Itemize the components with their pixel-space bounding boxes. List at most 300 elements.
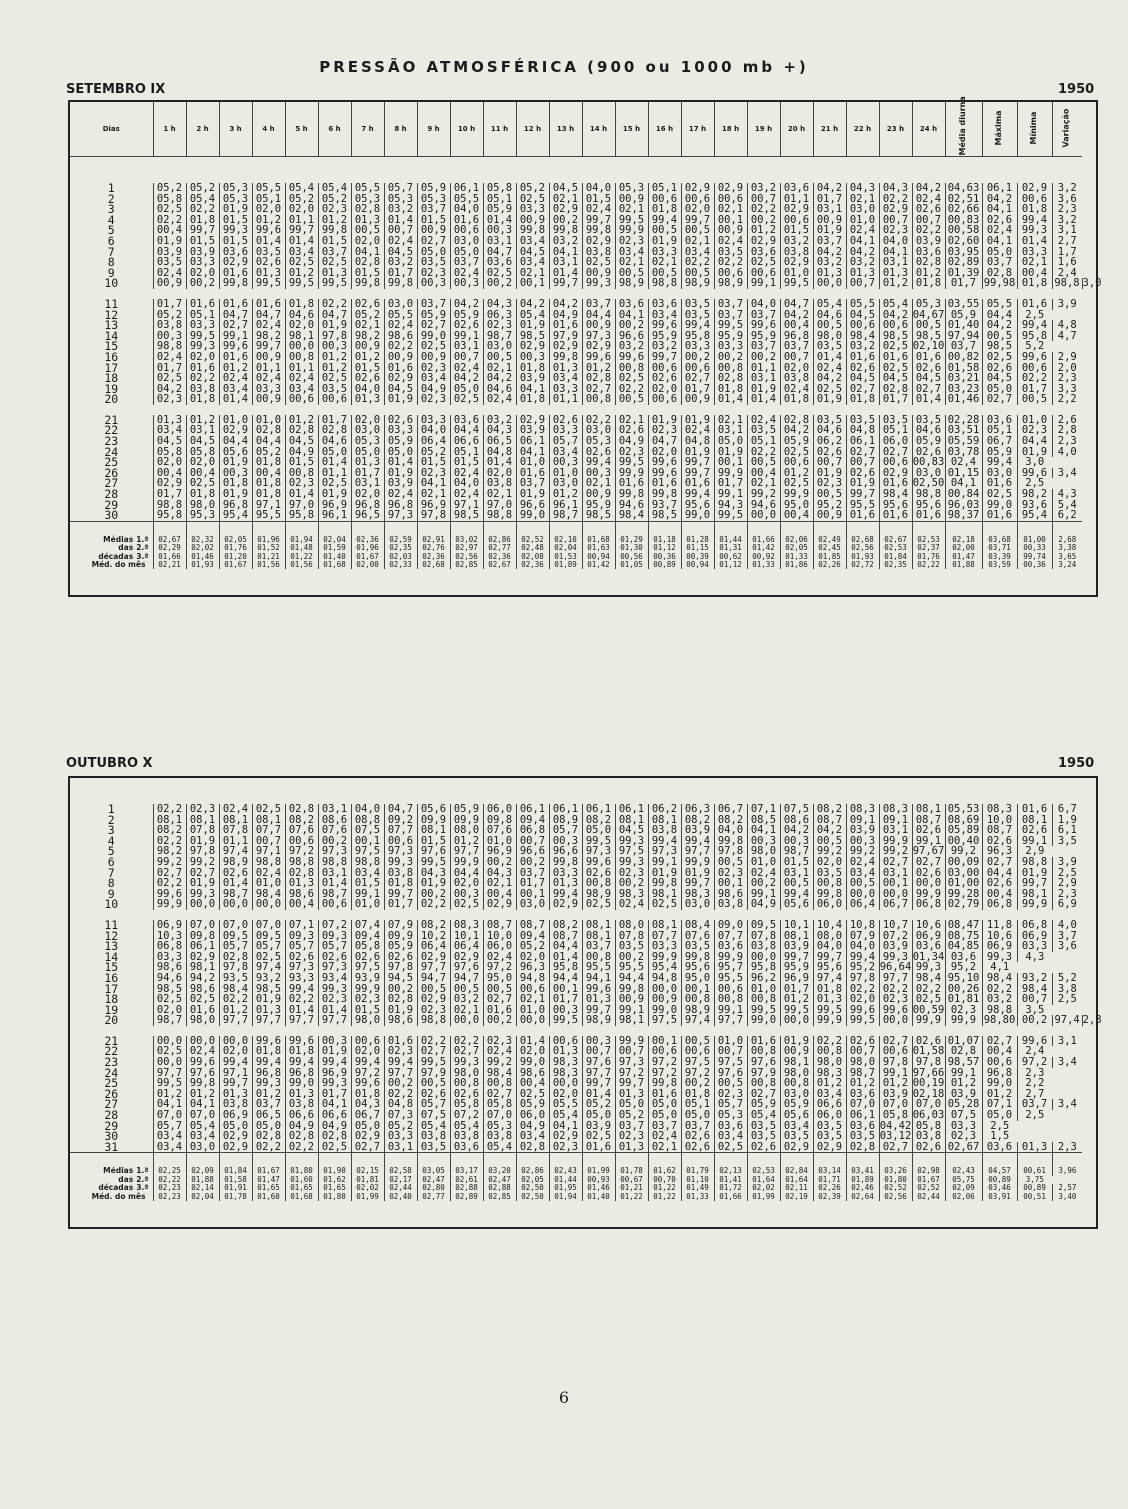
value-cell: 02,7 [879, 1142, 912, 1153]
value-cell: 00,5 [483, 352, 516, 363]
value-cell: 99,9 [351, 984, 384, 995]
value-cell: 08,7 [912, 815, 945, 826]
value-cell: 02,3 [417, 268, 450, 279]
value-cell: 02,9 [219, 257, 252, 268]
value-cell: 00,3 [153, 331, 186, 342]
value-cell: 01,2 [747, 225, 780, 236]
average-row [69, 521, 1097, 544]
value-cell: 01,8 [252, 489, 285, 500]
value-cell: 00,2 [549, 215, 582, 226]
value-cell: 03,9 [780, 941, 813, 952]
value-cell: 01,7 [549, 994, 582, 1005]
value-cell: 98,8 [982, 1005, 1017, 1016]
value-cell: 03,5 [747, 1131, 780, 1142]
value-cell: 03,4 [219, 384, 252, 395]
value-cell: 05,8 [879, 1110, 912, 1121]
value-cell: 03,95 [945, 247, 982, 258]
value-cell: 00,4 [780, 320, 813, 331]
value-cell: 99,7 [681, 215, 714, 226]
value-cell: 07,2 [450, 1110, 483, 1121]
value-cell: 98,80 [983, 1014, 1016, 1027]
value-cell: 98,2 [252, 331, 285, 342]
value-cell: 99,8 [549, 225, 582, 236]
value-cell: 05,0 [450, 384, 483, 395]
value-cell: 04,4 [982, 868, 1017, 879]
value-cell: 98,6 [384, 1015, 417, 1026]
value-cell: 99,7 [813, 952, 846, 963]
day-cell: 17 [69, 984, 153, 995]
value-cell: 01,8 [813, 984, 846, 995]
value-cell: 94,6 [615, 500, 648, 511]
average-cell: 01,46 [186, 553, 219, 561]
value-cell: 03,2 [747, 183, 780, 194]
value-cell: 02,3 [186, 804, 219, 815]
value-cell: 05,2 [318, 194, 351, 205]
value-cell: 99,5 [582, 836, 615, 847]
value-cell: 00,2 [318, 836, 351, 847]
value-cell: 02,10 [912, 340, 945, 353]
value-cell: 07,5 [417, 1110, 450, 1121]
value-cell: 02,8 [318, 1131, 351, 1142]
day-cell: 13 [69, 320, 153, 331]
day-cell: 23 [69, 1057, 153, 1068]
value-cell: 98,4 [252, 889, 285, 900]
day-cell: 7 [69, 247, 153, 258]
average-cell: 01,84 [219, 1153, 252, 1176]
value-cell: 99,9 [615, 1036, 648, 1047]
value-cell: 01,3 [549, 363, 582, 374]
value-cell: 95,10 [945, 973, 982, 984]
average-cell: 2,68 [1052, 521, 1082, 544]
value-cell: 06,6 [318, 1110, 351, 1121]
average-cell: 02,47 [417, 1176, 450, 1184]
average-cell: 02,05 [516, 1176, 549, 1184]
value-cell: 01,2 [780, 994, 813, 1005]
day-cell: 27 [69, 1099, 153, 1110]
value-cell: 01,4 [747, 394, 780, 405]
value-cell: 01,6 [450, 215, 483, 226]
value-cell: 04,7 [318, 310, 351, 321]
column-header: 3 h [219, 101, 252, 157]
value-cell: 02,0 [186, 268, 219, 279]
value-cell: 02,8 [285, 804, 318, 815]
value-cell: 05,7 [252, 941, 285, 952]
value-cell: 01,0 [252, 878, 285, 889]
value-cell: 05,0 [982, 384, 1017, 395]
value-cell: 02,4 [846, 225, 879, 236]
value-cell: 08,1 [780, 931, 813, 942]
average-cell: 02,85 [450, 561, 483, 569]
value-cell: 01,8 [186, 215, 219, 226]
value-cell: 01,6 [516, 468, 549, 479]
value-cell: 01,5 [351, 878, 384, 889]
value-cell: 01,6 [582, 1142, 615, 1153]
value-cell: 07,1 [982, 1099, 1017, 1110]
average-label-text: décadas [98, 551, 134, 561]
value-cell: 98,8 [912, 489, 945, 500]
year-label-outubro: 1950 [1058, 756, 1095, 771]
value-cell: 01,34 [912, 950, 945, 963]
value-cell: 03,5 [417, 257, 450, 268]
value-cell: 94,7 [450, 973, 483, 984]
average-cell: 02,45 [813, 544, 846, 552]
value-cell: 02,8 [351, 257, 384, 268]
value-cell: 1,6 [1052, 257, 1082, 268]
value-cell: 05,0 [615, 1099, 648, 1110]
value-cell: 04,3 [846, 183, 879, 194]
value-cell: 01,7 [153, 363, 186, 374]
average-row [69, 1193, 1097, 1201]
value-cell: 00,5 [615, 268, 648, 279]
value-cell: 01,2 [912, 268, 945, 279]
value-cell: 00,0 [549, 1078, 582, 1089]
value-cell: 97,0 [483, 500, 516, 511]
average-cell: 01,60 [285, 1176, 318, 1184]
value-cell: 03,8 [450, 1131, 483, 1142]
day-cell: 9 [69, 889, 153, 900]
value-cell: 02,6 [1017, 825, 1052, 836]
average-cell: 01,15 [681, 544, 714, 552]
value-cell: 3,6 [1052, 194, 1082, 205]
value-cell: 99,4 [1017, 215, 1052, 226]
average-cell: 02,53 [747, 1153, 780, 1176]
average-cell: 01,78 [219, 1193, 252, 1201]
value-cell: 99,9 [912, 889, 945, 900]
value-cell: 00,0 [747, 952, 780, 963]
value-cell: 03,2 [846, 341, 879, 352]
value-cell: 00,4 [780, 510, 813, 521]
value-cell: 02,5 [615, 373, 648, 384]
value-cell: 08,1 [417, 825, 450, 836]
average-cell: 02,05 [219, 521, 252, 544]
value-cell: 99,8 [186, 1078, 219, 1089]
value-cell: 02,9 [384, 373, 417, 384]
value-cell: 00,19 [912, 1077, 945, 1090]
value-cell: 02,2 [186, 373, 219, 384]
value-cell: 98,8 [252, 857, 285, 868]
value-cell: 01,1 [747, 363, 780, 374]
value-cell: 99,4 [681, 489, 714, 500]
value-cell: 98,6 [516, 1068, 549, 1079]
value-cell: 07,7 [384, 825, 417, 836]
value-cell: 01,1 [219, 836, 252, 847]
value-cell: 04,2 [780, 310, 813, 321]
value-cell: 00,8 [747, 994, 780, 1005]
value-cell: 99,0 [516, 1057, 549, 1068]
value-cell: 99,1 [879, 1068, 912, 1079]
value-cell: 6,9 [1052, 899, 1082, 910]
day-cell: 9 [69, 268, 153, 279]
value-cell: 93,9 [351, 973, 384, 984]
average-cell: 02,52 [516, 521, 549, 544]
value-cell: 2,4 [1017, 1046, 1052, 1057]
value-cell: 95,6 [879, 500, 912, 511]
value-cell: 97,8 [417, 510, 450, 521]
value-cell: 01,4 [252, 236, 285, 247]
value-cell: 96,9 [318, 500, 351, 511]
value-cell: 03,6 [648, 299, 681, 310]
value-cell: 02,4 [714, 236, 747, 247]
value-cell: 05,2 [516, 941, 549, 952]
value-cell: 98,8 [153, 500, 186, 511]
value-cell: 03,8 [285, 1099, 318, 1110]
value-cell: 01,4 [219, 878, 252, 889]
average-row [69, 561, 1097, 569]
average-cell: 01,42 [747, 544, 780, 552]
value-cell: 01,7 [813, 194, 846, 205]
average-cell: 01,80 [879, 1176, 912, 1184]
value-cell: 97,1 [219, 1068, 252, 1079]
value-cell: 07,6 [483, 825, 516, 836]
value-cell: 99,6 [285, 1036, 318, 1047]
table-row [69, 920, 1097, 931]
value-cell: 01,3 [318, 268, 351, 279]
value-cell: 02,9 [153, 478, 186, 489]
value-cell: 02,5 [516, 194, 549, 205]
average-cell: 2,57 [1052, 1184, 1082, 1192]
value-cell: 09,5 [252, 931, 285, 942]
value-cell: 07,0 [846, 1099, 879, 1110]
value-cell: 01,9 [813, 394, 846, 405]
value-cell: 96,6 [516, 846, 549, 857]
value-cell: 02,2 [285, 1142, 318, 1153]
value-cell: 02,1 [582, 478, 615, 489]
value-cell: 02,8 [945, 1046, 982, 1057]
value-cell: 01,2 [879, 278, 912, 289]
day-cell: 19 [69, 384, 153, 395]
value-cell: 02,9 [549, 204, 582, 215]
value-cell: 00,6 [285, 836, 318, 847]
value-cell: 03,4 [846, 868, 879, 879]
value-cell: 99,6 [615, 352, 648, 363]
value-cell: 02,4 [945, 457, 982, 468]
value-cell: 01,6 [186, 1005, 219, 1016]
value-cell: 02,4 [153, 352, 186, 363]
value-cell: 03,1 [714, 425, 747, 436]
value-cell: 00,8 [285, 468, 318, 479]
value-cell: 07,0 [483, 1110, 516, 1121]
value-cell: 00,0 [846, 889, 879, 900]
value-cell: 04,4 [252, 436, 285, 447]
value-cell: 09,4 [516, 931, 549, 942]
average-cell: 00,89 [648, 561, 681, 569]
column-header: 4 h [252, 101, 285, 157]
value-cell: 06,2 [813, 436, 846, 447]
value-cell: 05,53 [945, 804, 982, 815]
value-cell: 97,9 [417, 1068, 450, 1079]
value-cell: 02,5 [417, 341, 450, 352]
value-cell: 01,0 [846, 215, 879, 226]
value-cell: 95,5 [714, 973, 747, 984]
average-cell: 02,50 [516, 1184, 549, 1192]
value-cell: 99,5 [714, 320, 747, 331]
value-cell: 03,23 [945, 384, 982, 395]
value-cell: 05,2 [153, 310, 186, 321]
value-cell: 00,2 [681, 352, 714, 363]
value-cell: 04,1 [846, 236, 879, 247]
column-header: 8 h [384, 101, 417, 157]
value-cell: 01,8 [384, 878, 417, 889]
value-cell: 02,1 [714, 204, 747, 215]
average-cell: 01,71 [813, 1176, 846, 1184]
value-cell: 95,9 [747, 331, 780, 342]
value-cell: 01,4 [318, 1005, 351, 1016]
column-header: 7 h [351, 101, 384, 157]
average-row [69, 1176, 1097, 1184]
average-cell: 02,36 [483, 553, 516, 561]
value-cell: 02,1 [417, 489, 450, 500]
value-cell: 09,4 [351, 931, 384, 942]
value-cell: 01,6 [681, 478, 714, 489]
value-cell: 4,1 [982, 962, 1017, 973]
average-cell: 01,12 [714, 561, 747, 569]
value-cell: 08,0 [450, 825, 483, 836]
value-cell: 99,0 [982, 500, 1017, 511]
value-cell: 6,1 [1052, 825, 1082, 836]
value-cell: 02,9 [549, 341, 582, 352]
value-cell: 00,3 [483, 225, 516, 236]
value-cell: 00,8 [483, 1078, 516, 1089]
average-cell: 02,02 [186, 544, 219, 552]
average-cell: 02,85 [483, 1193, 516, 1201]
average-cell: 01,99 [582, 1153, 615, 1176]
value-cell: 05,3 [219, 183, 252, 194]
column-header: Mínima [1017, 101, 1052, 157]
header-row [69, 101, 1097, 157]
value-cell: 02,1 [615, 415, 648, 426]
value-cell: 03,7 [450, 257, 483, 268]
value-cell: 02,4 [384, 236, 417, 247]
value-cell: 98,8 [285, 857, 318, 868]
value-cell: 01,3 [153, 415, 186, 426]
value-cell: 02,5 [318, 257, 351, 268]
value-cell: 01,5 [318, 236, 351, 247]
average-cell: 01,40 [318, 553, 351, 561]
value-cell: 02,8 [384, 994, 417, 1005]
value-cell: 01,0 [549, 468, 582, 479]
average-cell: 01,99 [747, 1193, 780, 1201]
value-cell: 95,4 [219, 510, 252, 521]
value-cell: 97,8 [846, 973, 879, 984]
value-cell: 00,9 [714, 225, 747, 236]
value-cell: 00,2 [483, 857, 516, 868]
value-cell: 02,8 [780, 415, 813, 426]
value-cell: 99,4 [681, 320, 714, 331]
value-cell: 01,2 [879, 1078, 912, 1089]
value-cell: 01,4 [384, 457, 417, 468]
value-cell: 04,3 [879, 183, 912, 194]
average-label-text: das [118, 543, 134, 553]
value-cell: 96,1 [318, 510, 351, 521]
value-cell: 00,2 [615, 320, 648, 331]
value-cell: 04,85 [945, 941, 982, 952]
value-cell: 05,8 [153, 447, 186, 458]
value-cell: 01,6 [219, 352, 252, 363]
value-cell: 97,3 [615, 1057, 648, 1068]
value-cell: 02,2 [714, 257, 747, 268]
value-cell: 02,4 [450, 268, 483, 279]
average-cell: 01,94 [549, 1193, 582, 1201]
average-cell: 02,06 [945, 1193, 982, 1201]
value-cell: 02,9 [219, 1131, 252, 1142]
value-cell: 02,7 [982, 857, 1017, 868]
value-cell: 99,6 [186, 1057, 219, 1068]
value-cell: 00,9 [813, 510, 846, 521]
average-cell: 02,86 [516, 1153, 549, 1176]
value-cell: 00,2 [186, 278, 219, 289]
value-cell: 03,3 [516, 204, 549, 215]
value-cell: 08,2 [417, 920, 450, 931]
value-cell: 02,7 [417, 320, 450, 331]
value-cell: 02,3 [1017, 425, 1052, 436]
value-cell: 06,1 [549, 804, 582, 815]
value-cell: 99,4 [549, 889, 582, 900]
value-cell: 03,8 [384, 868, 417, 879]
value-cell: 01,9 [648, 868, 681, 879]
average-cell: 01,21 [615, 1184, 648, 1192]
value-cell: 02,6 [582, 447, 615, 458]
value-cell: 03,5 [681, 299, 714, 310]
value-cell: 01,1 [780, 194, 813, 205]
value-cell: 98,9 [219, 857, 252, 868]
decade-mark: 1.ª [136, 1166, 149, 1176]
value-cell: 03,0 [780, 1089, 813, 1100]
value-cell: 00,0 [813, 278, 846, 289]
value-cell: 03,3 [384, 425, 417, 436]
day-cell: 12 [69, 310, 153, 321]
value-cell: 02,7 [982, 1036, 1017, 1047]
value-cell: 03,7 [813, 236, 846, 247]
average-cell: 02,52 [879, 1184, 912, 1192]
value-cell: 99,7 [219, 1078, 252, 1089]
value-cell: 08,7 [813, 815, 846, 826]
value-cell: 01,7 [384, 268, 417, 279]
value-cell: 00,6 [516, 984, 549, 995]
average-cell: 02,52 [912, 1184, 945, 1192]
value-cell: 03,9 [879, 1089, 912, 1100]
average-cell: 01,66 [714, 1193, 747, 1201]
value-cell: 01,3 [252, 268, 285, 279]
value-cell: 05,2 [615, 1110, 648, 1121]
average-cell: 01,88 [945, 561, 982, 569]
value-cell: 04,9 [747, 899, 780, 910]
value-cell: 03,4 [516, 257, 549, 268]
value-cell: 04,5 [384, 247, 417, 258]
value-cell: 99,5 [780, 278, 813, 289]
value-cell: 98,3 [549, 1068, 582, 1079]
value-cell: 95,2 [813, 500, 846, 511]
average-cell: 02,58 [384, 1153, 417, 1176]
value-cell: 5,2 [1017, 341, 1052, 352]
value-cell: 99,9 [615, 468, 648, 479]
value-cell: 08,1 [219, 815, 252, 826]
value-cell: 02,6 [549, 415, 582, 426]
value-cell: 06,1 [516, 436, 549, 447]
value-cell: 02,8 [285, 425, 318, 436]
value-cell: 08,3 [879, 804, 912, 815]
average-cell: 3,96 [1052, 1153, 1082, 1176]
value-cell: 6,7 [1052, 804, 1082, 815]
day-cell: 1 [69, 804, 153, 815]
value-cell: 00,6 [648, 394, 681, 405]
value-cell: 99,6 [1017, 468, 1052, 479]
value-cell: 02,6 [982, 836, 1017, 847]
value-cell: 04,4 [582, 310, 615, 321]
value-cell: 00,8 [450, 1078, 483, 1089]
value-cell: 99,7 [384, 889, 417, 900]
value-cell: 00,8 [615, 363, 648, 374]
value-cell: 01,1 [549, 394, 582, 405]
